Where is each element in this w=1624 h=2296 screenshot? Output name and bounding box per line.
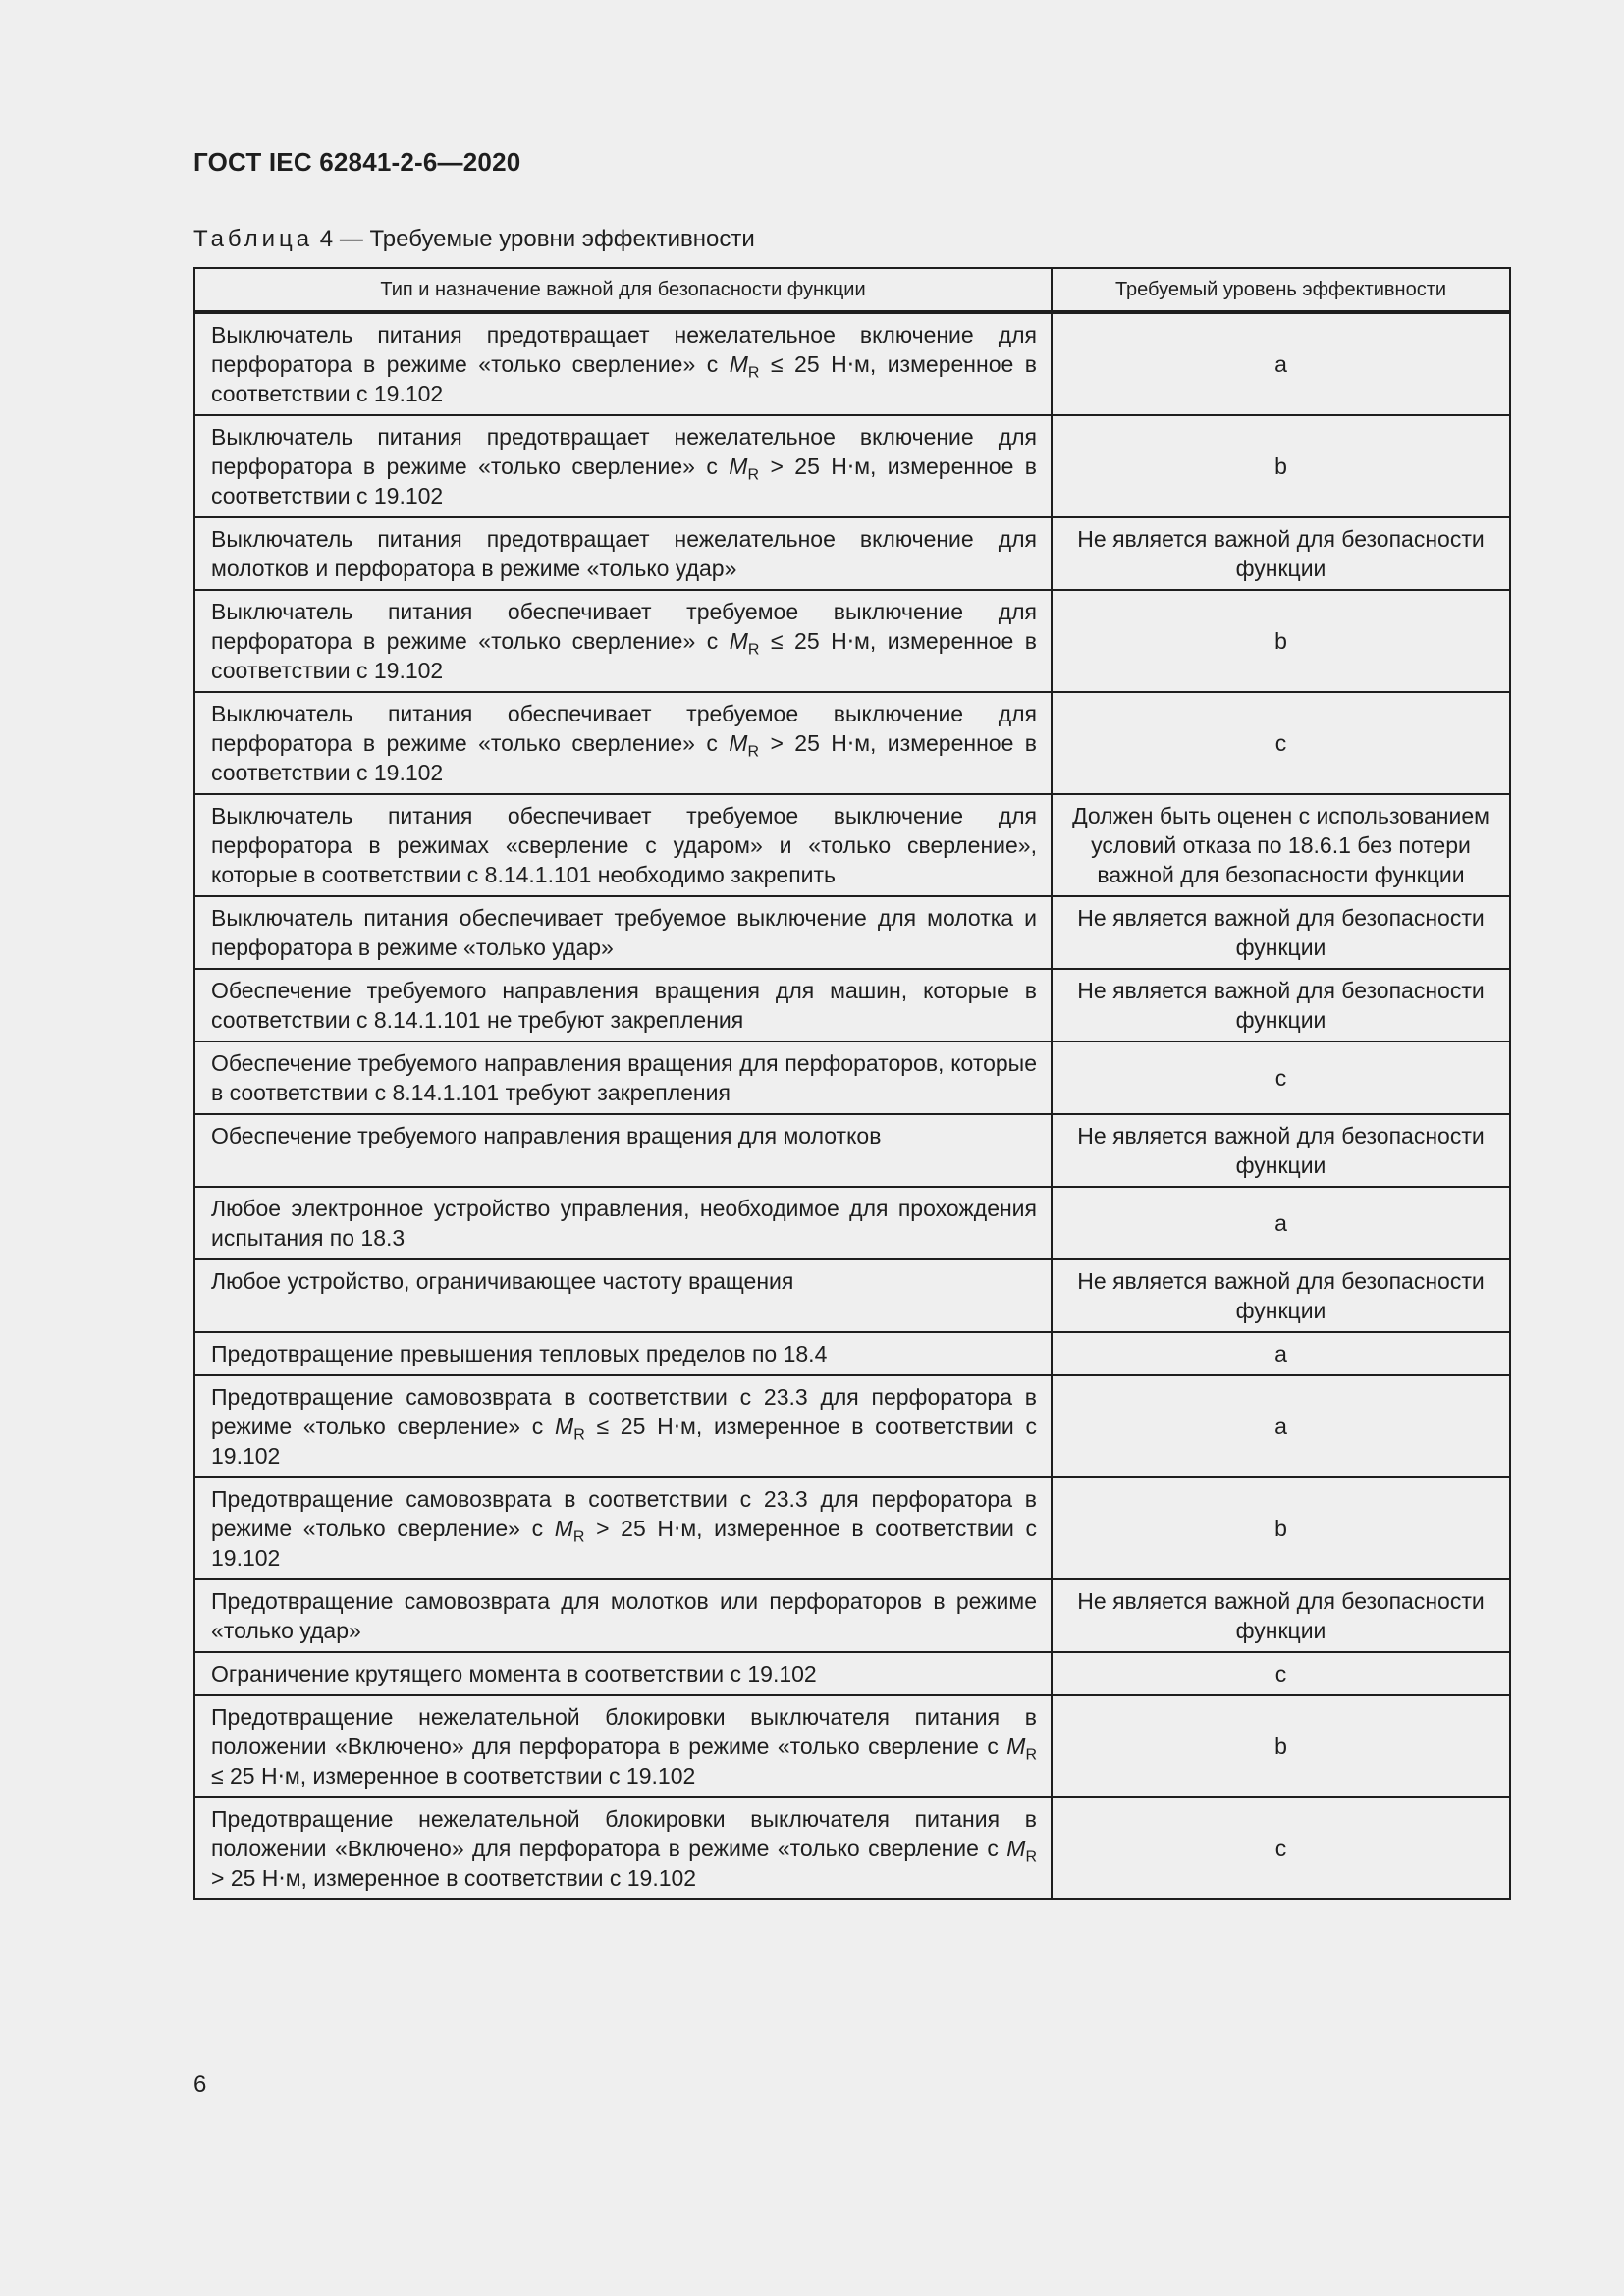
level-cell: a [1052, 312, 1510, 415]
torque-symbol: $M_R$ [1006, 1734, 1037, 1764]
level-cell: b [1052, 415, 1510, 517]
table-body [194, 312, 1510, 1899]
table-header-row [194, 268, 1510, 312]
function-cell: Предотвращение нежелательной блокировки выключателя питания в положении «Включено» для перфоратора в режиме «только сверление с $M_R \le 25$ Н⋅м, измеренное в соответствии с 19.102 [194, 1695, 1052, 1797]
page-number: 6 [193, 2071, 207, 2098]
table-row [194, 1695, 1510, 1797]
table-row [194, 590, 1510, 692]
function-cell: Предотвращение самовозврата для молотков или перфораторов в режиме «только удар» [194, 1579, 1052, 1652]
function-cell: Обеспечение требуемого направления вращения для перфораторов, которые в соответствии с 8.14.1.101 требуют закрепления [194, 1041, 1052, 1114]
function-cell: Выключатель питания обеспечивает требуемое выключение для молотка и перфоратора в режиме «только удар» [194, 896, 1052, 969]
level-cell: c [1052, 692, 1510, 794]
table-row [194, 794, 1510, 896]
function-cell: Выключатель питания обеспечивает требуемое выключение для перфоратора в режимах «сверление с ударом» и «только сверление», которые в соответствии с 8.14.1.101 необходимо закрепить [194, 794, 1052, 896]
table-caption-number: 4 [319, 226, 334, 252]
function-cell: Предотвращение самовозврата в соответствии с 23.3 для перфоратора в режиме «только сверление» с $M_R \le 25$ Н⋅м, измеренное в соответствии с 19.102 [194, 1375, 1052, 1477]
table-row [194, 415, 1510, 517]
table-row [194, 312, 1510, 415]
level-cell: b [1052, 590, 1510, 692]
table-row [194, 1652, 1510, 1695]
level-cell: Не является важной для безопасности функции [1052, 969, 1510, 1041]
table-row [194, 1797, 1510, 1899]
level-cell: b [1052, 1477, 1510, 1579]
function-cell: Любое устройство, ограничивающее частоту вращения [194, 1259, 1052, 1332]
torque-symbol: $M_R$ [1006, 1836, 1037, 1866]
function-cell: Выключатель питания предотвращает нежелательное включение для перфоратора в режиме «только сверление» с $M_R > 25$ Н⋅м, измеренное в соответствии с 19.102 [194, 415, 1052, 517]
table-caption-label: Таблица [193, 226, 314, 252]
function-cell: Обеспечение требуемого направления вращения для машин, которые в соответствии с 8.14.1.101 не требуют закрепления [194, 969, 1052, 1041]
table-row [194, 1041, 1510, 1114]
level-cell: Не является важной для безопасности функции [1052, 896, 1510, 969]
level-cell: Не является важной для безопасности функции [1052, 1579, 1510, 1652]
level-cell: c [1052, 1041, 1510, 1114]
document-number: ГОСТ IEC 62841-2-6—2020 [193, 147, 521, 177]
table-caption-title: — Требуемые уровни эффективности [339, 226, 755, 252]
level-cell: a [1052, 1375, 1510, 1477]
level-cell: Должен быть оценен с использованием условий отказа по 18.6.1 без потери важной для безопасности функции [1052, 794, 1510, 896]
table-caption [193, 226, 755, 253]
table-row [194, 1332, 1510, 1375]
table-row [194, 1259, 1510, 1332]
header-level: Требуемый уровень эффективности [1052, 268, 1510, 312]
function-cell: Предотвращение нежелательной блокировки выключателя питания в положении «Включено» для перфоратора в режиме «только сверление с $M_R > 25$ Н⋅м, измеренное в соответствии с 19.102 [194, 1797, 1052, 1899]
table-row [194, 969, 1510, 1041]
level-cell: c [1052, 1652, 1510, 1695]
table-row [194, 1375, 1510, 1477]
function-cell: Предотвращение превышения тепловых пределов по 18.4 [194, 1332, 1052, 1375]
table-row [194, 1187, 1510, 1259]
table-row [194, 1477, 1510, 1579]
level-cell: c [1052, 1797, 1510, 1899]
torque-symbol: $M_R$ [555, 1414, 585, 1444]
torque-symbol: $M_R$ [729, 351, 760, 382]
level-cell: Не является важной для безопасности функции [1052, 517, 1510, 590]
function-cell: Любое электронное устройство управления, необходимое для прохождения испытания по 18.3 [194, 1187, 1052, 1259]
level-cell: Не является важной для безопасности функции [1052, 1259, 1510, 1332]
function-cell: Выключатель питания обеспечивает требуемое выключение для перфоратора в режиме «только сверление» с $M_R \le 25$ Н⋅м, измеренное в соответствии с 19.102 [194, 590, 1052, 692]
table-row [194, 896, 1510, 969]
function-cell: Предотвращение самовозврата в соответствии с 23.3 для перфоратора в режиме «только сверление» с $M_R > 25$ Н⋅м, измеренное в соответствии с 19.102 [194, 1477, 1052, 1579]
table-row [194, 1114, 1510, 1187]
torque-symbol: $M_R$ [729, 730, 760, 761]
level-cell: a [1052, 1332, 1510, 1375]
level-cell: b [1052, 1695, 1510, 1797]
torque-symbol: $M_R$ [729, 628, 760, 659]
level-cell: a [1052, 1187, 1510, 1259]
table-row [194, 1579, 1510, 1652]
function-cell: Ограничение крутящего момента в соответствии с 19.102 [194, 1652, 1052, 1695]
torque-symbol: $M_R$ [729, 454, 760, 484]
function-cell: Обеспечение требуемого направления вращения для молотков [194, 1114, 1052, 1187]
function-cell: Выключатель питания обеспечивает требуемое выключение для перфоратора в режиме «только сверление» с $M_R > 25$ Н⋅м, измеренное в соответствии с 19.102 [194, 692, 1052, 794]
table-row [194, 692, 1510, 794]
performance-levels-table [193, 267, 1511, 1900]
header-function: Тип и назначение важной для безопасности функции [194, 268, 1052, 312]
torque-symbol: $M_R$ [554, 1516, 585, 1546]
level-cell: Не является важной для безопасности функции [1052, 1114, 1510, 1187]
function-cell: Выключатель питания предотвращает нежелательное включение для перфоратора в режиме «только сверление» с $M_R \le 25$ Н⋅м, измеренное в соответствии с 19.102 [194, 312, 1052, 415]
table-row [194, 517, 1510, 590]
function-cell: Выключатель питания предотвращает нежелательное включение для молотков и перфоратора в режиме «только удар» [194, 517, 1052, 590]
